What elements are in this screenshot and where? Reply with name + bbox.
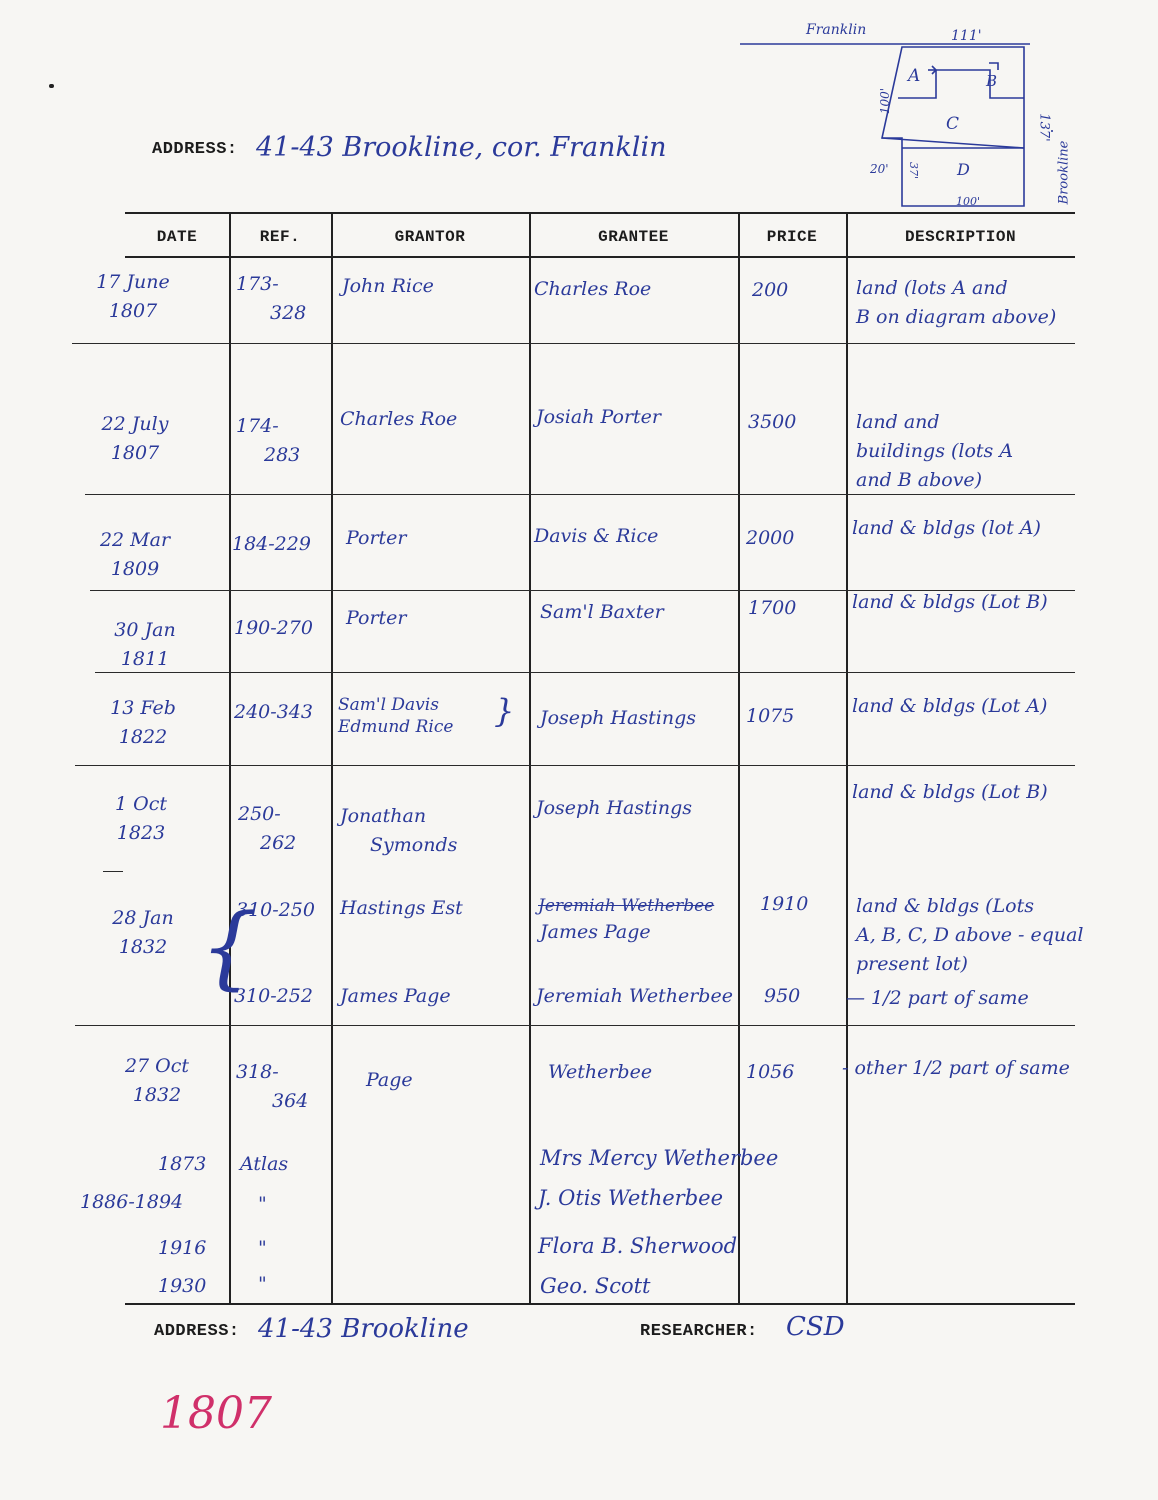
row7-grantor: Hastings Est xyxy=(340,897,463,919)
row6-description: land & bldgs (Lot B) xyxy=(852,781,1048,803)
lot-diagram xyxy=(740,20,1080,215)
row7-ref: 310-250 xyxy=(236,899,315,921)
row5-grantor: Sam'l Davis Edmund Rice xyxy=(338,695,454,737)
punch-mark xyxy=(49,84,54,88)
col-divider-5 xyxy=(846,212,848,1304)
brace-icon: { xyxy=(200,895,258,1000)
row7-grantee-struck: Jeremiah Wetherbee xyxy=(538,896,715,916)
col-header-date: DATE xyxy=(156,228,198,246)
atlas-row-ref: " xyxy=(258,1273,267,1295)
row2-description: land and buildings (lots A and B above) xyxy=(856,411,1014,491)
row5-date: 13 Feb 1822 xyxy=(110,697,176,748)
diagram-dim-small-left: 20' xyxy=(870,162,889,176)
row3-date: 22 Mar 1809 xyxy=(99,529,171,580)
atlas-row-ref: " xyxy=(258,1193,267,1215)
table-bottom-border xyxy=(125,1303,1075,1305)
atlas-row-ref: Atlas xyxy=(240,1153,289,1175)
row6-grantee: Joseph Hastings xyxy=(536,797,692,819)
col-header-price: PRICE xyxy=(766,228,818,246)
row4-description: land & bldgs (Lot B) xyxy=(852,591,1048,613)
col-header-grantor: GRANTOR xyxy=(394,228,466,246)
row5-description: land & bldgs (Lot A) xyxy=(852,695,1048,717)
brace-icon: } xyxy=(494,692,515,730)
row2-grantee: Josiah Porter xyxy=(536,406,661,428)
footer-address-value: 41-43 Brookline xyxy=(258,1314,469,1344)
row2-date: 22 July 1807 xyxy=(101,413,169,464)
row5-ref: 240-343 xyxy=(234,701,313,723)
row1-price: 200 xyxy=(752,279,789,301)
row3-grantee: Davis & Rice xyxy=(534,525,659,547)
col-header-grantee: GRANTEE xyxy=(598,228,669,246)
row8-grantor: Page xyxy=(366,1069,413,1091)
diagram-dim-left: 100' xyxy=(878,87,893,115)
atlas-row-date: 1873 xyxy=(158,1153,207,1175)
row8-price: 1056 xyxy=(746,1061,795,1083)
address-label: ADDRESS: xyxy=(152,140,238,159)
atlas-row-date: 1886-1894 xyxy=(80,1191,184,1213)
footer-researcher-label: RESEARCHER: xyxy=(640,1322,758,1341)
row3-grantor: Porter xyxy=(346,527,407,549)
atlas-row-grantee: J. Otis Wetherbee xyxy=(538,1186,723,1210)
row7-description-2: — 1/2 part of same xyxy=(846,987,1029,1009)
row-separator xyxy=(75,1025,1075,1026)
row7-grantee: James Page xyxy=(540,921,651,943)
row1-grantee: Charles Roe xyxy=(534,278,652,300)
lot-c-boundary xyxy=(882,138,1024,148)
row4-date: 30 Jan 1811 xyxy=(114,619,176,670)
col-divider-4 xyxy=(738,212,740,1304)
col-header-description: DESCRIPTION xyxy=(904,228,1017,246)
diagram-dim-top: 111' xyxy=(951,28,982,44)
row5-price: 1075 xyxy=(746,705,795,727)
row7-ref-2: 310-252 xyxy=(234,985,313,1007)
atlas-row-grantee: Flora B. Sherwood xyxy=(538,1234,738,1258)
row6-ref: 250- 262 xyxy=(238,803,297,854)
address-value: 41-43 Brookline, cor. Franklin xyxy=(256,132,667,163)
diagram-dim-small-inner: 37' xyxy=(907,161,921,180)
row2-ref: 174- 283 xyxy=(236,415,301,466)
row3-description: land & bldgs (lot A) xyxy=(852,517,1041,539)
diagram-dim-bottom: 100' xyxy=(956,195,981,208)
row7-date: 28 Jan 1832 xyxy=(112,907,174,958)
diagram-dim-right: 137' xyxy=(1036,113,1052,142)
row8-grantee: Wetherbee xyxy=(548,1061,653,1083)
footer-address-label: ADDRESS: xyxy=(154,1322,240,1341)
col-header-ref: REF. xyxy=(259,228,301,246)
footer-researcher-value: CSD xyxy=(786,1312,845,1342)
row2-grantor: Charles Roe xyxy=(340,408,458,430)
row5-grantee: Joseph Hastings xyxy=(540,707,696,729)
row1-ref: 173- 328 xyxy=(236,273,307,324)
diagram-street-franklin: Franklin xyxy=(806,22,867,38)
row4-grantor: Porter xyxy=(346,607,407,629)
year-note: 1807 xyxy=(160,1388,272,1439)
atlas-row-date: 1916 xyxy=(158,1237,207,1259)
col-divider-1 xyxy=(229,212,231,1304)
row7-price-2: 950 xyxy=(764,985,801,1007)
row1-date: 17 June 1807 xyxy=(96,271,170,322)
atlas-row-ref: " xyxy=(258,1237,267,1259)
table-header-border xyxy=(125,256,1075,258)
row4-grantee: Sam'l Baxter xyxy=(540,601,664,623)
diagram-lot-a: A xyxy=(908,66,921,86)
col-divider-2 xyxy=(331,212,333,1304)
row3-ref: 184-229 xyxy=(232,533,311,555)
row1-description: land (lots A and B on diagram above) xyxy=(856,277,1057,328)
row8-date: 27 Oct 1832 xyxy=(124,1055,190,1106)
col-divider-3 xyxy=(529,212,531,1304)
row6-date: 1 Oct 1823 xyxy=(115,793,167,844)
diagram-lot-c: C xyxy=(946,114,960,134)
row4-ref: 190-270 xyxy=(234,617,313,639)
row7-price: 1910 xyxy=(760,893,809,915)
row2-price: 3500 xyxy=(748,411,797,433)
row7-description: land & bldgs (Lots A, B, C, D above - equal present lot) xyxy=(856,895,1084,975)
row-separator xyxy=(75,765,1075,766)
row6-grantor: Jonathan Symonds xyxy=(340,805,458,856)
row4-price: 1700 xyxy=(748,597,797,619)
row1-grantor: John Rice xyxy=(342,275,434,297)
atlas-row-grantee: Mrs Mercy Wetherbee xyxy=(540,1146,779,1170)
atlas-row-date: 1930 xyxy=(158,1275,207,1297)
table-top-border xyxy=(125,212,1075,214)
row8-ref: 318- 364 xyxy=(236,1061,309,1112)
row-separator xyxy=(72,343,1075,344)
row7-grantee-2: Jeremiah Wetherbee xyxy=(536,985,733,1007)
diagram-street-brookline: Brookline xyxy=(1056,140,1072,205)
row7-grantor-2: James Page xyxy=(340,985,451,1007)
diagram-lot-d: D xyxy=(957,160,970,179)
row3-price: 2000 xyxy=(746,527,795,549)
row-separator xyxy=(103,871,123,872)
diagram-lot-b: B xyxy=(986,72,998,90)
row-separator xyxy=(95,672,1075,673)
row8-description: - other 1/2 part of same xyxy=(842,1057,1070,1079)
atlas-row-grantee: Geo. Scott xyxy=(540,1274,651,1298)
